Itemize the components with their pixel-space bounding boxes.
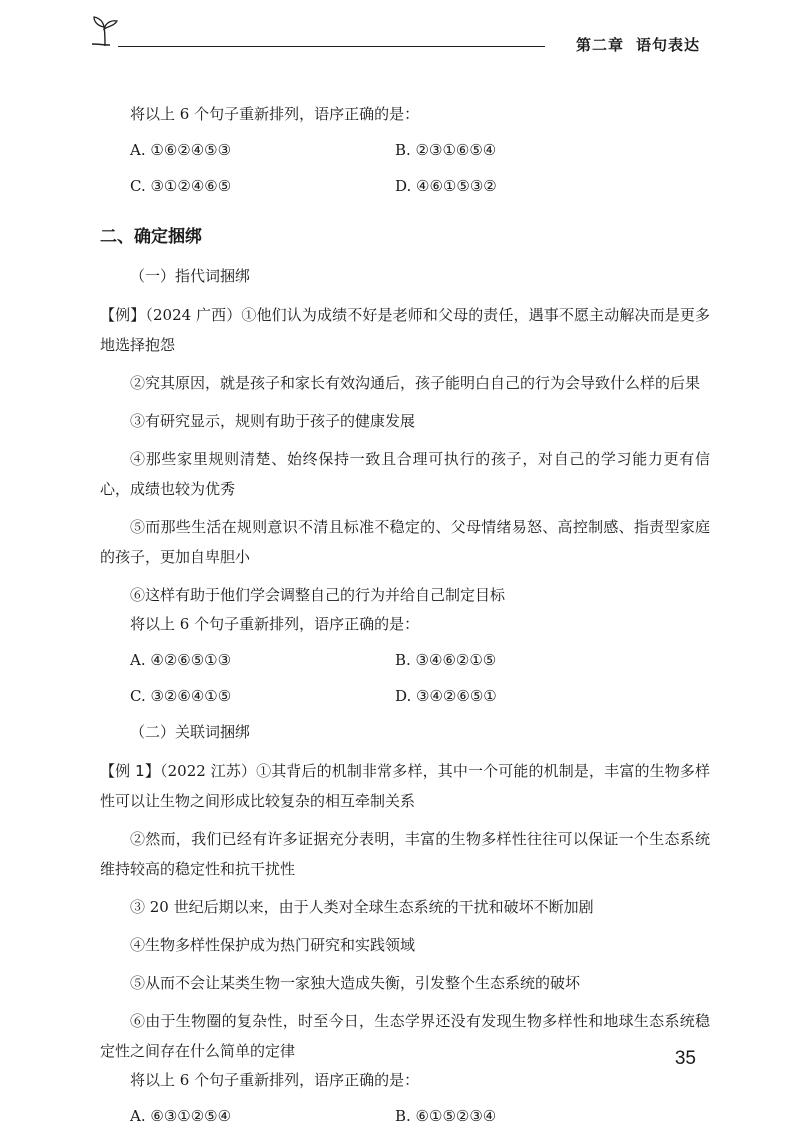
option-d: D. ③④②⑥⑤① bbox=[395, 687, 497, 705]
sprout-icon bbox=[88, 14, 122, 48]
options-row bbox=[100, 140, 710, 160]
options-row bbox=[100, 686, 710, 706]
example-tag: 【例】 bbox=[100, 306, 146, 324]
subsection-heading: （一）指代词捆绑 bbox=[130, 267, 251, 285]
example-sentence bbox=[100, 300, 710, 360]
sentence-text: （2024 广西）①他们认为成绩不好是老师和父母的责任，遇事不愿主动解决而是更多地选择抱怨 bbox=[100, 306, 710, 354]
sentence-text: （2022 江苏）①其背后的机制非常多样，其中一个可能的机制是，丰富的生物多样性可以让生物之间形成比较复杂的相互牵制关系 bbox=[100, 762, 710, 810]
chapter-name: 语句表达 bbox=[635, 36, 700, 54]
option-a: A. ④②⑥⑤①③ bbox=[130, 651, 232, 669]
page-body bbox=[100, 104, 710, 1142]
option-c: C. ③①②④⑥⑤ bbox=[130, 177, 232, 195]
option-d: D. ④⑥①⑤③② bbox=[395, 177, 497, 195]
question-prompt: 将以上 6 个句子重新排列，语序正确的是： bbox=[130, 615, 420, 633]
example-sentence: ③有研究显示，规则有助于孩子的健康发展 bbox=[130, 412, 416, 430]
header-rule bbox=[118, 46, 545, 47]
options-row bbox=[100, 1106, 710, 1126]
example-sentence: ②究其原因，就是孩子和家长有效沟通后，孩子能明白自己的行为会导致什么样的后果 bbox=[130, 374, 701, 392]
option-b: B. ②③①⑥⑤④ bbox=[395, 141, 497, 159]
question-prompt: 将以上 6 个句子重新排列，语序正确的是： bbox=[130, 105, 420, 123]
example-sentence: ⑥由于生物圈的复杂性，时至今日，生态学界还没有发现生物多样性和地球生态系统稳定性之间存在什么简单的定律 bbox=[100, 1012, 710, 1060]
question-prompt: 将以上 6 个句子重新排列，语序正确的是： bbox=[130, 1071, 420, 1089]
example-sentence: ⑤而那些生活在规则意识不清且标准不稳定的、父母情绪易怒、高控制感、指责型家庭的孩子，更加自卑胆小 bbox=[100, 518, 710, 566]
option-b: B. ⑥①⑤②③④ bbox=[395, 1107, 497, 1125]
running-header bbox=[88, 12, 700, 52]
example-sentence: ④生物多样性保护成为热门研究和实践领域 bbox=[130, 936, 416, 954]
option-c: C. ③②⑥④①⑤ bbox=[130, 687, 232, 705]
options-row bbox=[100, 176, 710, 196]
options-row bbox=[100, 650, 710, 670]
option-b: B. ③④⑥②①⑤ bbox=[395, 651, 497, 669]
example-sentence: ⑥这样有助于他们学会调整自己的行为并给自己制定目标 bbox=[130, 586, 506, 604]
chapter-title bbox=[576, 34, 700, 55]
chapter-number: 第二章 bbox=[575, 36, 624, 54]
example-sentence: ②然而，我们已经有许多证据充分表明，丰富的生物多样性往往可以保证一个生态系统维持较高的稳定性和抗干扰性 bbox=[100, 830, 710, 878]
example-sentence: ③ 20 世纪后期以来，由于人类对全球生态系统的干扰和破坏不断加剧 bbox=[130, 898, 594, 916]
option-a: A. ⑥③①②⑤④ bbox=[130, 1107, 232, 1125]
option-a: A. ①⑥②④⑤③ bbox=[130, 141, 232, 159]
page-number: 35 bbox=[674, 1048, 696, 1069]
example-tag: 【例 1】 bbox=[100, 762, 160, 780]
example-sentence: ④那些家里规则清楚、始终保持一致且合理可执行的孩子，对自己的学习能力更有信心，成绩也较为优秀 bbox=[100, 450, 710, 498]
example-sentence: ⑤从而不会让某类生物一家独大造成失衡，引发整个生态系统的破坏 bbox=[130, 974, 581, 992]
subsection-heading: （二）关联词捆绑 bbox=[130, 723, 251, 741]
section-heading: 二、确定捆绑 bbox=[100, 227, 202, 247]
example-sentence bbox=[100, 756, 710, 816]
